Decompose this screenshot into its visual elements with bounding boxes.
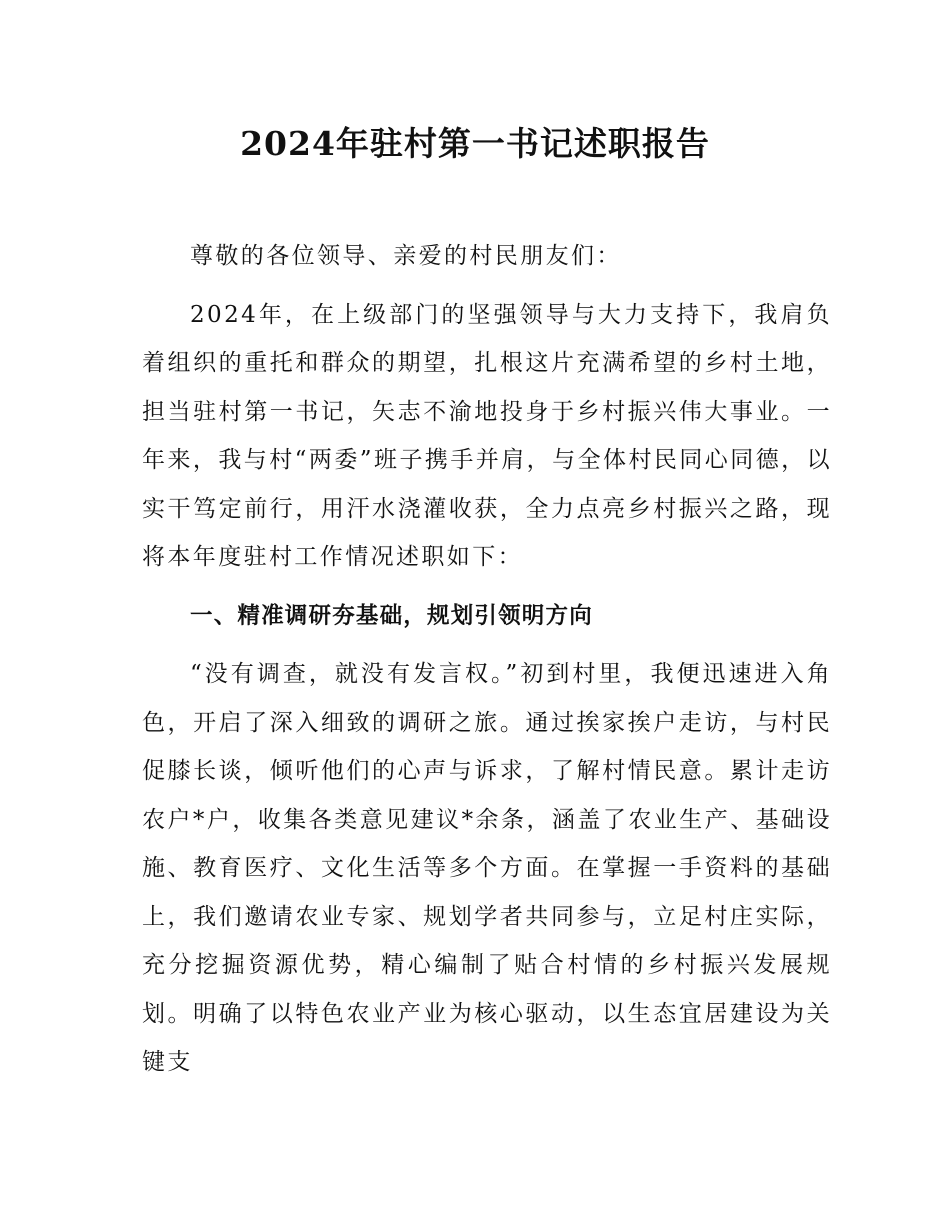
- section-1-paragraph: “没有调查，就没有发言权。”初到村里，我便迅速进入角色，开启了深入细致的调研之旅。通过挨家挨户走访，与村民促膝长谈，倾听他们的心声与诉求，了解村情民意。累计走访农户*户，收集各类意见建议*余条，涵盖了农业生产、基础设施、教育医疗、文化生活等多个方面。在掌握一手资料的基础上，我们邀请农业专家、规划学者共同参与，立足村庄实际，充分挖掘资源优势，精心编制了贴合村情的乡村振兴发展规划。明确了以特色农业产业为核心驱动，以生态宜居建设为关键支: [142, 661, 832, 1075]
- intro-paragraph: 2024年，在上级部门的坚强领导与大力支持下，我肩负着组织的重托和群众的期望，扎根这片充满希望的乡村土地，担当驻村第一书记，矢志不渝地投身于乡村振兴伟大事业。一年来，我与村“两委”班子携手并肩，与全体村民同心同德，以实干笃定前行，用汗水浇灌收获，全力点亮乡村振兴之路，现将本年度驻村工作情况述职如下：: [142, 301, 832, 570]
- salutation-paragraph: 尊敬的各位领导、亲爱的村民朋友们：: [190, 243, 622, 269]
- document-body: [142, 232, 832, 1087]
- section-heading-1: 一、精准调研夯基础，规划引领明方向: [190, 602, 593, 629]
- page-title: 2024年驻村第一书记述职报告: [240, 124, 710, 163]
